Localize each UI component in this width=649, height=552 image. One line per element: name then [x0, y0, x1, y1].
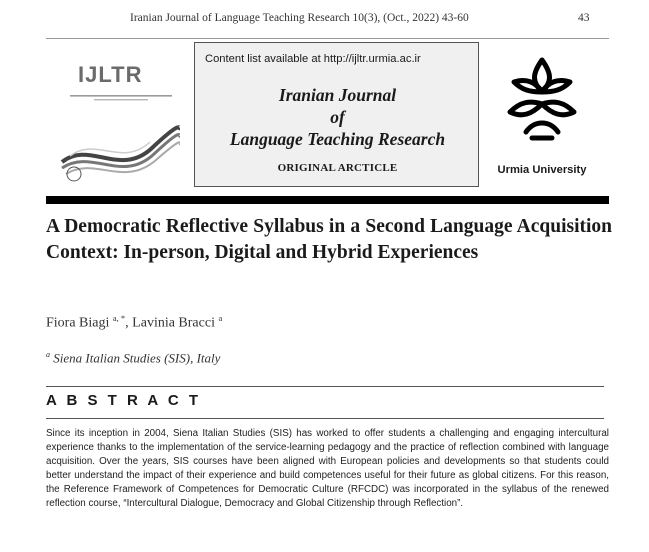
logo-wordmark: IJLTR: [78, 62, 143, 87]
abstract-rule-top: [46, 386, 604, 387]
journal-title-line-3: Language Teaching Research: [229, 129, 446, 149]
abstract-rule-bottom: [46, 418, 604, 419]
author-separator: ,: [125, 315, 133, 331]
ijltr-journal-logo: [60, 52, 180, 182]
author-list: [46, 313, 222, 332]
abstract-heading: A B S T R A C T: [46, 392, 201, 409]
journal-title-line-1: Iranian Journal: [278, 85, 397, 105]
page-number: 43: [578, 12, 590, 24]
urmia-university-emblem: [502, 52, 582, 144]
affiliation-text: Siena Italian Studies (SIS), Italy: [53, 350, 221, 366]
university-name: Urmia University: [497, 164, 587, 176]
header-rule: [46, 38, 609, 39]
author-affiliation-marker: a, *: [112, 313, 126, 323]
article-title: A Democratic Reflective Syllabus in a Second Language Acquisition Context: In-person, Digital and Hybrid Experiences: [46, 216, 612, 263]
author-name: Fiora Biagi: [46, 315, 110, 331]
masthead-divider: [46, 196, 609, 204]
journal-title-line-2: of: [330, 107, 345, 127]
content-list-link[interactable]: Content list available at http://ijltr.urmia.ac.ir: [205, 53, 421, 65]
journal-info-box: [194, 42, 479, 187]
author-name: Lavinia Bracci: [132, 315, 215, 331]
affiliation-marker: a: [46, 350, 50, 359]
logo-subtitle-lines-icon: [66, 94, 176, 102]
logo-wave-icon: [60, 118, 180, 182]
author-affiliation: [46, 350, 220, 366]
abstract-text: Since its inception in 2004, Siena Italian Studies (SIS) has worked to offer students a challenging and engaging intercultural experience thanks to the implementation of the service-learning pedagogy and the practice of reflection combined with language acquisition. Over the years, SIS courses have been aligned with European policies and developments so that students could better understand the impact of their experience and build competences useful for their future as global citizens. For this reason, the Reference Framework of Competences for Democratic Culture (RFCDC) was incorporated in the syllabus of the renewed reflection course, “Intercultural Dialogue, Democracy and Global Citizenship through Reflection”.: [46, 428, 609, 509]
author-affiliation-marker: a: [218, 313, 223, 323]
article-type-label: ORIGINAL ARCTICLE: [277, 162, 398, 174]
journal-citation: Iranian Journal of Language Teaching Research 10(3), (Oct., 2022) 43-60: [130, 12, 469, 24]
